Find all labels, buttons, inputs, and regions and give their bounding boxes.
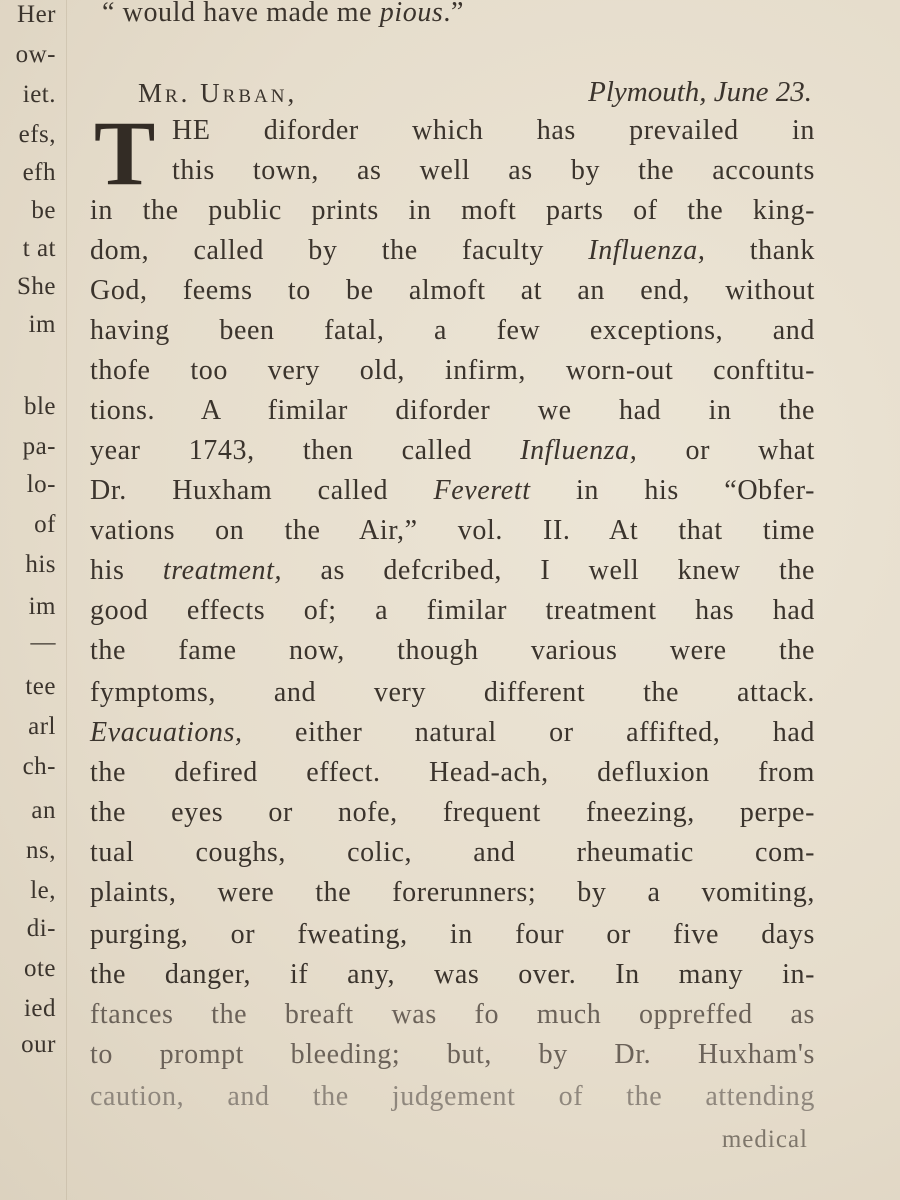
left-fragment: iet. <box>22 81 56 108</box>
text-line-15: fymptoms, and very different the attack. <box>90 677 815 708</box>
text-line-4 <box>90 234 815 268</box>
text-line-12 <box>90 554 815 588</box>
text-line-1: HE diforder which has prevailed in <box>172 115 815 146</box>
main-column <box>90 0 818 1200</box>
left-column-fragments <box>0 0 62 1200</box>
left-fragment: our <box>21 1031 56 1058</box>
italic-span: Influenza, <box>588 235 706 266</box>
text-line-14: the fame now, though various were the <box>90 635 815 666</box>
text-line-13: good effects of; a fimilar treatment has had <box>90 595 815 626</box>
text-line-23: ftances the breaft was fo much oppreffed as <box>90 999 815 1030</box>
left-fragment: im <box>28 311 56 338</box>
salutation-place-date: Plymouth, June 23. <box>588 76 812 108</box>
text-span: Dr. Huxham called <box>90 475 434 506</box>
left-fragment: ch- <box>22 753 56 780</box>
left-fragment: di- <box>26 915 56 942</box>
left-fragment: ote <box>23 955 56 982</box>
drop-cap: T <box>94 102 156 204</box>
left-fragment: his <box>25 551 56 578</box>
left-fragment: tee <box>25 673 56 700</box>
left-fragment: Her <box>17 1 56 28</box>
quote-close: .” <box>443 0 465 28</box>
left-fragment: — <box>30 629 56 656</box>
text-line-25: caution, and the judgement of the attending <box>90 1081 815 1112</box>
text-line-2: this town, as well as by the accounts <box>172 155 815 186</box>
left-fragment: ble <box>23 393 56 420</box>
text-span: or what <box>637 435 815 466</box>
text-span: either natural or affifted, had <box>242 717 815 748</box>
text-line-19: tual coughs, colic, and rheumatic com- <box>90 837 815 868</box>
left-fragment: lo- <box>26 471 56 498</box>
left-fragment: efh <box>22 159 56 186</box>
text-line-3: in the public prints in moft parts of the king- <box>90 195 815 226</box>
left-fragment: an <box>31 797 56 824</box>
italic-span: Influenza, <box>520 435 638 466</box>
text-line-16 <box>90 716 815 750</box>
column-divider <box>66 0 67 1200</box>
left-fragment: ow- <box>15 41 56 68</box>
left-fragment: of <box>34 511 56 538</box>
text-line-10 <box>90 474 815 508</box>
text-span: his <box>90 555 163 586</box>
text-line-5: God, feems to be almoft at an end, without <box>90 275 815 306</box>
left-fragment: pa- <box>22 433 56 460</box>
text-line-8: tions. A fimilar diforder we had in the <box>90 395 815 426</box>
text-line-21: purging, or fweating, in four or five days <box>90 919 815 950</box>
italic-span: Feverett <box>433 475 531 506</box>
text-line-6: having been fatal, a few exceptions, and <box>90 315 815 346</box>
left-fragment: le, <box>30 877 56 904</box>
salutation-addressee: Mr. Urban, <box>138 78 298 108</box>
left-fragment: arl <box>28 713 56 740</box>
text-span: in his “Obfer- <box>530 475 815 506</box>
text-line-11: vations on the Air,” vol. II. At that time <box>90 515 815 546</box>
left-fragment: t at <box>22 235 56 262</box>
quote-line <box>102 0 802 30</box>
text-line-20: plaints, were the forerunners; by a vomiting, <box>90 877 815 908</box>
text-span: as defcribed, I well knew the <box>282 555 816 586</box>
text-line-7: thofe too very old, infirm, worn-out conftitu- <box>90 355 815 386</box>
text-span: dom, called by the faculty <box>90 235 589 266</box>
text-line-17: the defired effect. Head-ach, defluxion from <box>90 757 815 788</box>
text-span: thank <box>705 235 815 266</box>
text-span: year 1743, then called <box>90 435 521 466</box>
left-fragment: be <box>31 197 56 224</box>
text-line-24: to prompt bleeding; but, by Dr. Huxham's <box>90 1039 815 1070</box>
text-line-18: the eyes or nofe, frequent fneezing, perpe- <box>90 797 815 828</box>
left-fragment: im <box>28 593 56 620</box>
left-fragment: She <box>17 273 56 300</box>
italic-span: Evacuations, <box>90 717 243 748</box>
text-line-22: the danger, if any, was over. In many in- <box>90 959 815 990</box>
quote-italic: pious <box>379 0 444 28</box>
catchword: medical <box>721 1126 808 1153</box>
left-fragment: ns, <box>26 837 56 864</box>
text-line-9 <box>90 434 815 468</box>
left-fragment: ied <box>23 995 56 1022</box>
left-fragment: efs, <box>18 121 56 148</box>
italic-span: treatment, <box>162 555 283 586</box>
quote-open: “ would have made me <box>102 0 380 28</box>
